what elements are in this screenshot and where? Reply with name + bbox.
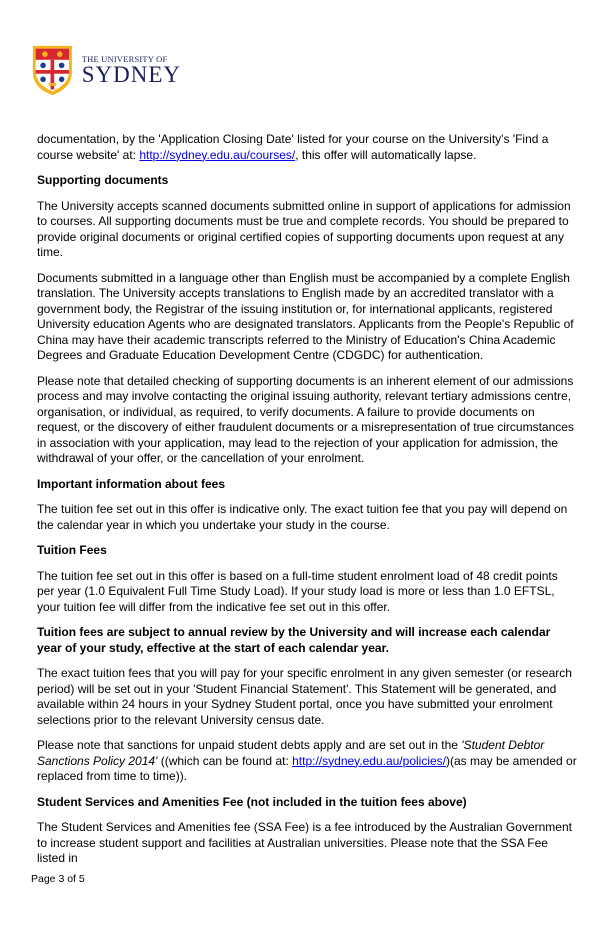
wordmark-small: THE UNIVERSITY OF — [81, 54, 168, 64]
paragraph-ssaf: The Student Services and Amenities fee (SSA Fee) is a fee introduced by the Australian Government to increase student support and facilities at Australian universities. Please note that the SSA Fee listed in — [37, 820, 572, 865]
university-wordmark — [82, 54, 181, 86]
page-number: Page 3 of 5 — [31, 873, 85, 885]
policy-title: 'Student Debtor Sanctions Policy 2014' — [37, 738, 545, 768]
paragraph-sanctions: Please note that sanctions for unpaid student debts apply and are set out in the 'Student Debtor Sanctions Policy 2014' ((which can be found at: http://sydney.edu.au/policies/)(as may be amended or replaced from time to time)). — [37, 738, 577, 783]
heading-ssaf: Student Services and Amenities Fee (not included in the tuition fees above) — [37, 794, 467, 809]
paragraph-lapse: documentation, by the 'Application Closing Date' listed for your course on the University's 'Find a course website' at: http://sydney.edu.au/courses/, this offer will automatically lapse. — [37, 132, 549, 162]
heading-fees-info: Important information about fees — [37, 476, 226, 491]
paragraph-financial-statement: The exact tuition fees that you will pay for your specific enrolment in any given semester (or research period) will be set out in your 'Student Financial Statement'. This Statement will be generated, and available within 24 hours in your Sydney Student portal, once you have submitted your enrolment selections prior to the relevant University census date. — [37, 666, 572, 727]
heading-tuition-fees: Tuition Fees — [37, 543, 107, 557]
heading-annual-review: Tuition fees are subject to annual review by the University and will increase each calendar year of your study, effective at the start of each calendar year. — [37, 625, 551, 655]
document-body — [37, 132, 577, 877]
wordmark-big: SYDNEY — [81, 62, 181, 87]
paragraph-checking: Please note that detailed checking of supporting documents is an inherent element of our admissions process and may involve contacting the original issuing authority, relevant tertiary admissions centre, organisation, or individual, as required, to verify documents. A failure to provide documents on request, or the discovery of either fraudulent documents or a misrepresentation of true circumstances in association with your application, may lead to the rejection of your application for admission, the withdrawal of your offer, or the cancellation of your enrolment. — [37, 373, 574, 465]
university-crest-icon — [31, 42, 74, 98]
paragraph-study-load: The tuition fee set out in this offer is based on a full-time student enrolment load of 48 credit points per year (1.0 Equivalent Full Time Study Load). If your study load is more or less than 1.0 EFTSL, your tuition fee will differ from the indicative fee set out in this offer. — [37, 568, 558, 614]
paragraph-scanned-documents: The University accepts scanned documents submitted online in support of applications for admission to courses. All supporting documents must be true and complete records. You should be prepared to provide original documents or original certified copies of supporting documents upon request at any time. — [37, 198, 571, 259]
paragraph-translation: Documents submitted in a language other than English must be accompanied by a complete English translation. The University accepts translations to English made by an accredited translator with a government body, the Registrar of the issuing institution or, for international applicants, registered University education Agents who are designated translators. Applicants from the People's Republic of China may have their academic transcripts referred to the Ministry of Education's China Academic Degrees and Graduate Education Development Centre (CDGDC) for authentication. — [37, 270, 574, 362]
university-logo — [31, 42, 181, 98]
heading-supporting-documents: Supporting documents — [37, 173, 169, 187]
paragraph-indicative-fee: The tuition fee set out in this offer is indicative only. The exact tuition fee that you pay will depend on the calendar year in which you undertake your study in the course. — [37, 502, 568, 532]
courses-link[interactable]: http://sydney.edu.au/courses/ — [139, 147, 296, 162]
policies-link[interactable]: http://sydney.edu.au/policies/ — [292, 753, 446, 768]
